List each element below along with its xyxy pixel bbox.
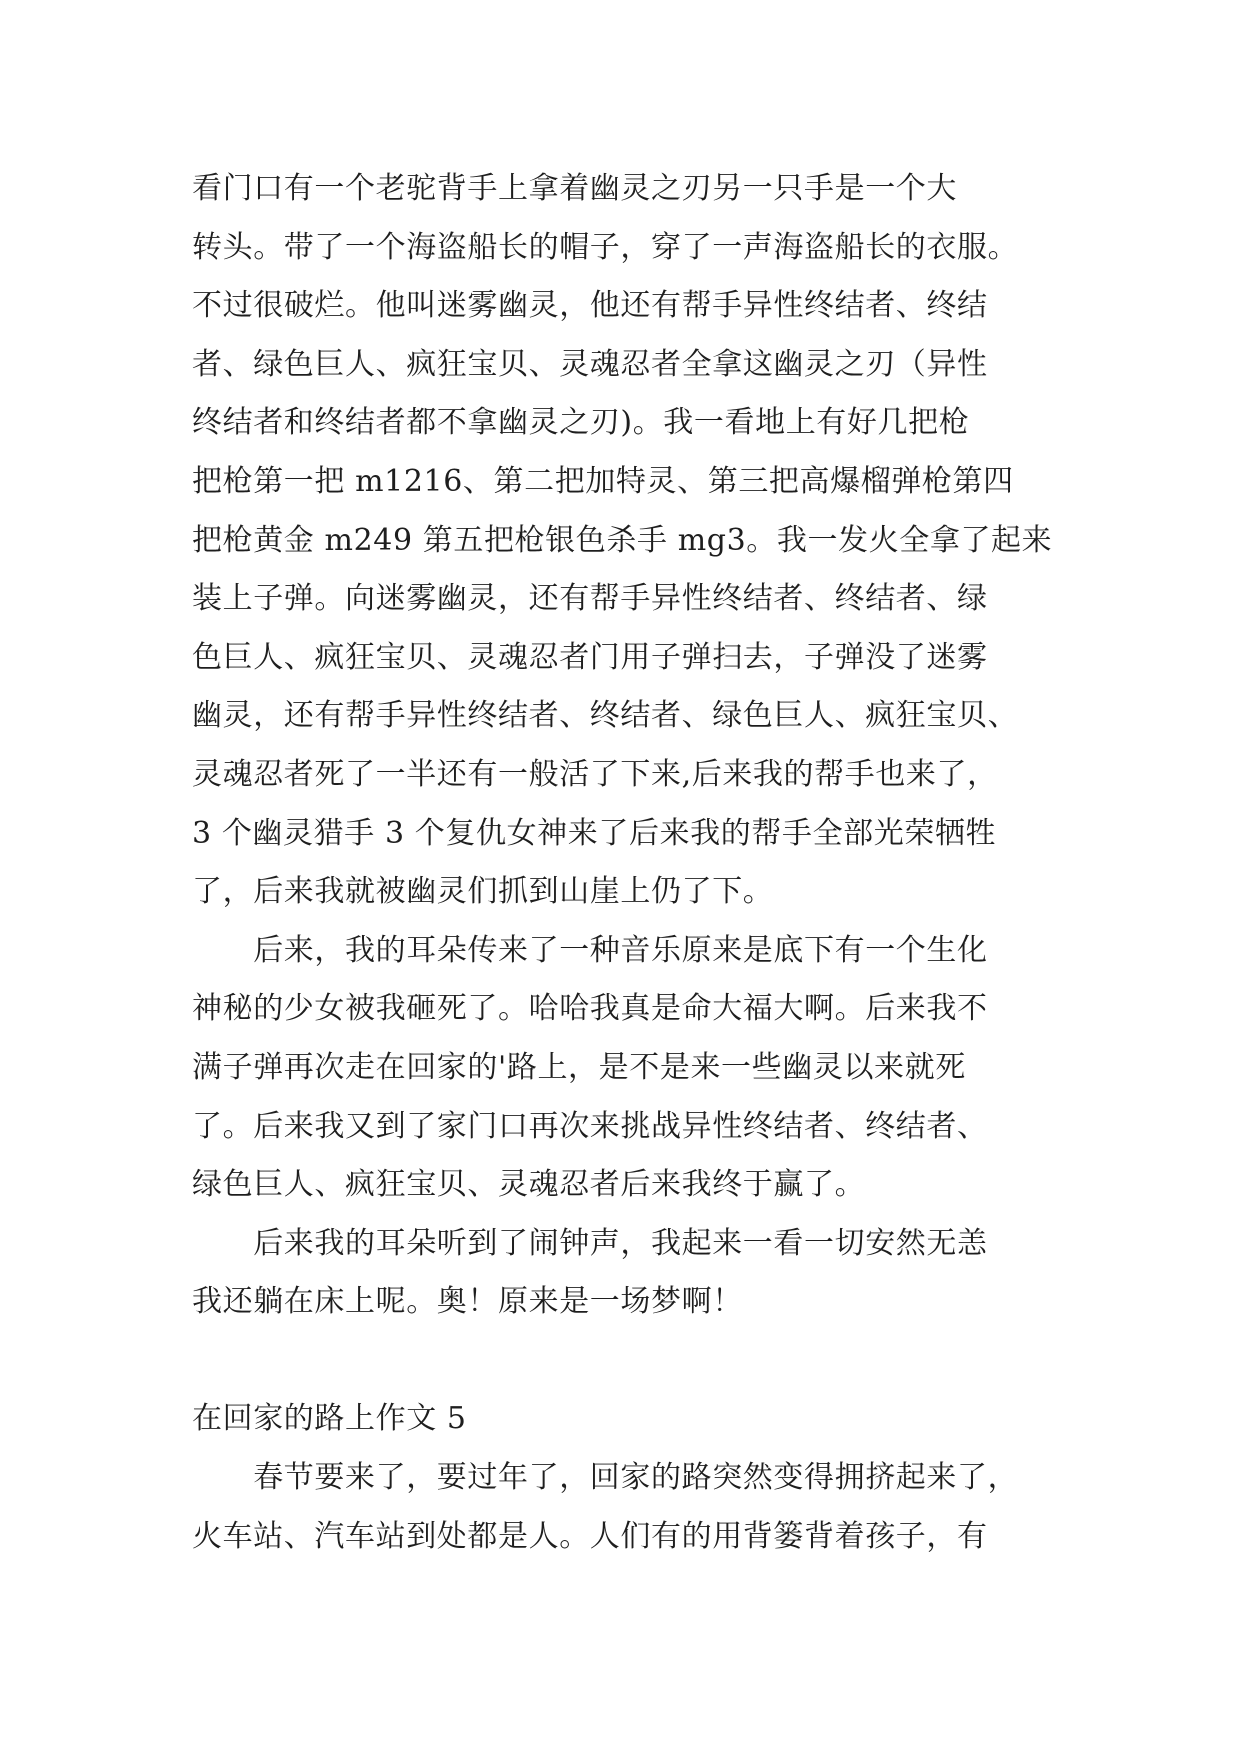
text-line: 神秘的少女被我砸死了。哈哈我真是命大福大啊。后来我不	[192, 991, 988, 1027]
text-line: 满子弹再次走在回家的'路上，是不是来一些幽灵以来就死	[192, 1049, 966, 1085]
text-line: 火车站、汽车站到处都是人。人们有的用背篓背着孩子，有	[192, 1518, 988, 1554]
paragraph-1	[192, 160, 1072, 922]
paragraph-4	[192, 1449, 1072, 1566]
paragraph-spacer	[192, 1332, 1072, 1391]
text-line: 转头。带了一个海盗船长的帽子，穿了一声海盗船长的衣服。	[192, 229, 1019, 265]
text-line: 灵魂忍者死了一半还有一般活了下来,后来我的帮手也来了，	[192, 756, 998, 792]
text-line: 后来，我的耳朵传来了一种音乐原来是底下有一个生化	[192, 932, 988, 968]
text-line: 终结者和终结者都不拿幽灵之刃)。我一看地上有好几把枪	[192, 405, 970, 441]
text-line: 后来我的耳朵听到了闹钟声，我起来一看一切安然无恙	[192, 1225, 988, 1261]
text-line: 者、绿色巨人、疯狂宝贝、灵魂忍者全拿这幽灵之刃（异性	[192, 346, 988, 382]
text-line: 不过很破烂。他叫迷雾幽灵，他还有帮手异性终结者、终结	[192, 288, 988, 324]
section-heading: 在回家的路上作文 5	[192, 1401, 467, 1437]
text-line: 3 个幽灵猎手 3 个复仇女神来了后来我的帮手全部光荣牺牲	[192, 815, 997, 851]
text-line: 幽灵，还有帮手异性终结者、终结者、绿色巨人、疯狂宝贝、	[192, 698, 1019, 734]
paragraph-3	[192, 1215, 1072, 1332]
text-line: 把枪第一把 m1216、第二把加特灵、第三把高爆榴弹枪第四	[192, 463, 1014, 499]
text-line: 装上子弹。向迷雾幽灵，还有帮手异性终结者、终结者、绿	[192, 581, 988, 617]
text-line: 把枪黄金 m249 第五把枪银色杀手 mg3。我一发火全拿了起来	[192, 522, 1053, 558]
document-body	[192, 160, 1072, 1566]
text-line: 了。后来我又到了家门口再次来挑战异性终结者、终结者、	[192, 1108, 988, 1144]
text-line: 看门口有一个老驼背手上拿着幽灵之刃另一只手是一个大	[192, 171, 957, 206]
text-line: 色巨人、疯狂宝贝、灵魂忍者门用子弹扫去，子弹没了迷雾	[192, 639, 988, 675]
text-line: 绿色巨人、疯狂宝贝、灵魂忍者后来我终于赢了。	[192, 1167, 866, 1203]
text-line: 我还躺在床上呢。奥！原来是一场梦啊！	[192, 1284, 743, 1320]
paragraph-2	[192, 922, 1072, 1215]
text-line: 春节要来了，要过年了，回家的路突然变得拥挤起来了，	[192, 1460, 1019, 1496]
text-line: 了，后来我就被幽灵们抓到山崖上仍了下。	[192, 874, 774, 910]
